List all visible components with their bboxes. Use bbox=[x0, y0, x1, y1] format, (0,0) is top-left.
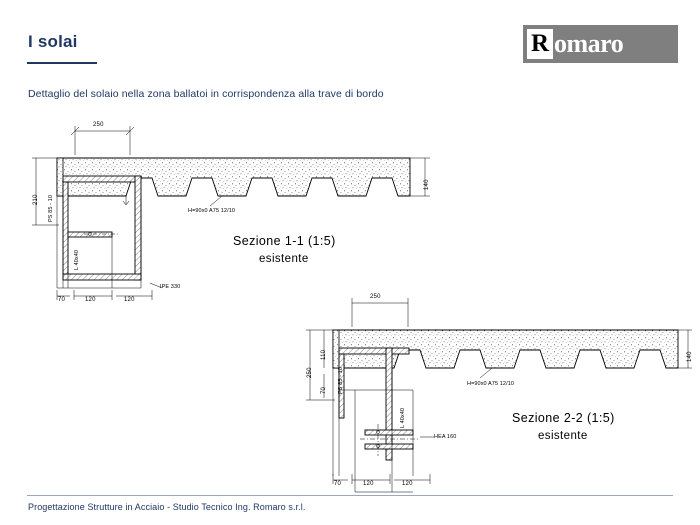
sec2-dim-right-slab-height: 140 bbox=[687, 351, 693, 362]
sec1-deck-note: H=90x0 A75 12/10 bbox=[188, 208, 236, 214]
sec2-profile-note-2: L 40x40 bbox=[400, 407, 406, 428]
sec1-dim-left-height: 210 bbox=[33, 194, 39, 205]
sec1-caption: Sezione 1-1 (1:5) bbox=[233, 234, 336, 248]
sec1-profile-note-2: L 40x40 bbox=[74, 249, 80, 270]
sec2-profile-note-3: HEA 160 bbox=[434, 434, 457, 440]
sec2-dim-inner-height-2: 70 bbox=[321, 386, 327, 394]
sec2-dim-top-width: 250 bbox=[370, 294, 381, 300]
sec2-dim-left-height: 250 bbox=[307, 367, 313, 378]
sec1-dim-top-width: 250 bbox=[93, 122, 104, 128]
sec2-caption: Sezione 2-2 (1:5) bbox=[512, 411, 615, 425]
logo-wordmark: omaro bbox=[554, 29, 624, 58]
sec1-profile-note-1: PS 85 - 10 bbox=[48, 195, 54, 222]
sec2-subcaption: esistente bbox=[538, 430, 588, 442]
section-2-2-geometry bbox=[306, 298, 692, 492]
footer-text: Progettazione Strutture in Acciaio - Studio Tecnico Ing. Romaro s.r.l. bbox=[28, 502, 306, 512]
sec2-dim-bottom-mid: 120 bbox=[363, 481, 374, 487]
sec1-subcaption: esistente bbox=[259, 253, 309, 265]
sec2-dim-bottom-left: 70 bbox=[334, 481, 342, 487]
page-title: I solai bbox=[28, 32, 78, 51]
sec1-dim-right-slab-height: 140 bbox=[424, 179, 430, 190]
sec1-dim-bottom-mid: 120 bbox=[85, 297, 96, 303]
sec1-dim-bottom-right: 120 bbox=[124, 297, 135, 303]
page-subtitle: Dettaglio del solaio nella zona ballatoi in corrispondenza alla trave di bordo bbox=[28, 88, 384, 100]
sec2-dim-bottom-right: 120 bbox=[402, 481, 413, 487]
footer-divider bbox=[27, 495, 673, 496]
sec2-dim-inner-height: 110 bbox=[321, 349, 327, 360]
sec2-deck-note: H=90x0 A75 12/10 bbox=[467, 381, 515, 387]
logo-mark-letter: R bbox=[527, 29, 553, 59]
sec2-profile-note-1: PS 85 - 10 bbox=[338, 367, 344, 394]
sec1-profile-note-3: IPE 330 bbox=[160, 284, 181, 290]
sec1-dim-bottom-left: 70 bbox=[58, 297, 66, 303]
